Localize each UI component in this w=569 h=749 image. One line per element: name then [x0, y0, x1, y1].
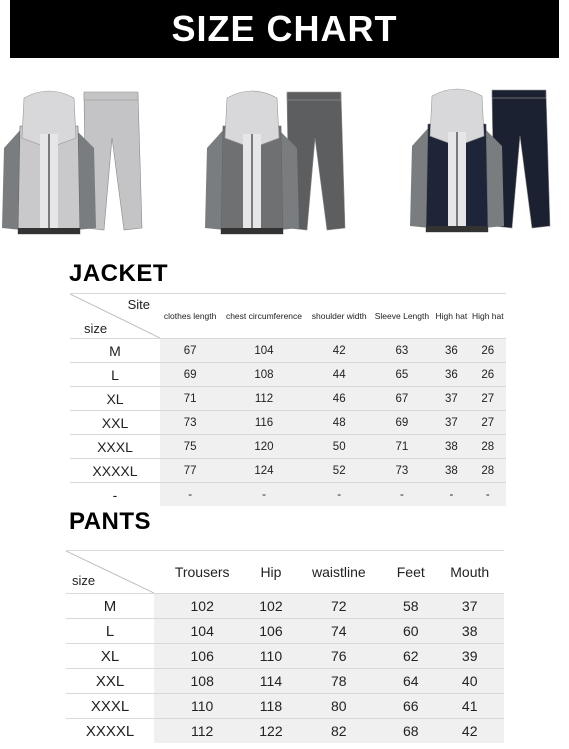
jacket-value-cell: 75 — [160, 435, 220, 459]
pants-value-cell: 112 — [154, 719, 250, 744]
pants-size-table — [66, 550, 504, 743]
jacket-value-cell: - — [308, 483, 371, 507]
jacket-col-header: chest circumference — [220, 294, 307, 339]
jacket-col-header: High hat — [470, 294, 506, 339]
pants-value-cell: 118 — [250, 694, 291, 719]
product-image-dark-gray — [205, 88, 355, 243]
jacket-col-header: shoulder width — [308, 294, 371, 339]
banner-title: SIZE CHART — [171, 8, 398, 49]
pants-value-cell: 72 — [292, 594, 387, 619]
jacket-corner-bottom-label: size — [84, 321, 108, 336]
gray-tracksuit-illustration — [2, 88, 152, 238]
jacket-value-cell: 38 — [433, 435, 469, 459]
jacket-size-cell: M — [70, 339, 160, 363]
pants-value-cell: 42 — [435, 719, 504, 744]
pants-corner-bottom-label: size — [72, 573, 96, 588]
jacket-value-cell: 36 — [433, 363, 469, 387]
jacket-value-cell: - — [220, 483, 307, 507]
jacket-section-title: JACKET — [69, 260, 169, 287]
pants-waistband — [287, 92, 341, 100]
jacket-table-row — [70, 411, 506, 435]
pants-col-header: Feet — [386, 551, 435, 594]
pants-table-row — [66, 594, 504, 619]
jacket-size-cell: XXXXL — [70, 459, 160, 483]
jacket-value-cell: 104 — [220, 339, 307, 363]
jacket-value-cell: 28 — [470, 435, 506, 459]
jacket-value-cell: 108 — [220, 363, 307, 387]
pants-col-header: Hip — [250, 551, 291, 594]
pants-value-cell: 110 — [250, 644, 291, 669]
pants-value-cell: 102 — [250, 594, 291, 619]
jacket-value-cell: 26 — [470, 339, 506, 363]
jacket-hem — [221, 228, 283, 234]
jacket-value-cell: 69 — [371, 411, 433, 435]
pants-table-row — [66, 644, 504, 669]
jacket-value-cell: 46 — [308, 387, 371, 411]
jacket-value-cell: - — [371, 483, 433, 507]
jacket-value-cell: 120 — [220, 435, 307, 459]
jacket-value-cell: 69 — [160, 363, 220, 387]
jacket-value-cell: 73 — [371, 459, 433, 483]
pants-size-cell: XL — [66, 644, 154, 669]
jacket-value-cell: 37 — [433, 411, 469, 435]
jacket-size-cell: XXL — [70, 411, 160, 435]
pants-value-cell: 62 — [386, 644, 435, 669]
jacket-corner-cell — [70, 294, 160, 339]
jacket-table-row — [70, 363, 506, 387]
pants-corner-cell — [66, 551, 154, 594]
pants-value-cell: 64 — [386, 669, 435, 694]
jacket-value-cell: - — [470, 483, 506, 507]
jacket-table-row — [70, 459, 506, 483]
jacket-col-header: Sleeve Length — [371, 294, 433, 339]
jacket-value-cell: 77 — [160, 459, 220, 483]
pants-value-cell: 114 — [250, 669, 291, 694]
pants-value-cell: 108 — [154, 669, 250, 694]
jacket-value-cell: 52 — [308, 459, 371, 483]
jacket-value-cell: 27 — [470, 387, 506, 411]
pants-value-cell: 122 — [250, 719, 291, 744]
pants-value-cell: 102 — [154, 594, 250, 619]
pants-value-cell: 37 — [435, 594, 504, 619]
jacket-table-row — [70, 435, 506, 459]
pants-size-cell: L — [66, 619, 154, 644]
jacket-value-cell: 112 — [220, 387, 307, 411]
pants-value-cell: 66 — [386, 694, 435, 719]
pants-waistband — [492, 90, 546, 98]
jacket-value-cell: 116 — [220, 411, 307, 435]
pants-col-header: Trousers — [154, 551, 250, 594]
pants-value-cell: 41 — [435, 694, 504, 719]
jacket-value-cell: 63 — [371, 339, 433, 363]
pants-size-cell: XXXL — [66, 694, 154, 719]
jacket-size-cell: L — [70, 363, 160, 387]
navy-tracksuit-illustration — [410, 86, 565, 246]
jacket-size-cell: - — [70, 483, 160, 507]
jacket-value-cell: 65 — [371, 363, 433, 387]
jacket-value-cell: 73 — [160, 411, 220, 435]
jacket-value-cell: 67 — [160, 339, 220, 363]
pants-value-cell: 58 — [386, 594, 435, 619]
pants-value-cell: 76 — [292, 644, 387, 669]
jacket-value-cell: 71 — [160, 387, 220, 411]
pants-size-cell: XXXXL — [66, 719, 154, 744]
product-image-navy — [410, 86, 565, 246]
jacket-table-row — [70, 387, 506, 411]
jacket-value-cell: 28 — [470, 459, 506, 483]
jacket-size-table — [70, 293, 506, 506]
jacket-table-row — [70, 339, 506, 363]
jacket-value-cell: 38 — [433, 459, 469, 483]
jacket-hem — [426, 226, 488, 232]
jacket-value-cell: 67 — [371, 387, 433, 411]
pants-col-header: Mouth — [435, 551, 504, 594]
pants-value-cell: 68 — [386, 719, 435, 744]
pants-value-cell: 40 — [435, 669, 504, 694]
pants-value-cell: 82 — [292, 719, 387, 744]
jacket-value-cell: 36 — [433, 339, 469, 363]
pants-table-row — [66, 694, 504, 719]
jacket-col-header: High hat — [433, 294, 469, 339]
pants-value-cell: 106 — [154, 644, 250, 669]
jacket-value-cell: 26 — [470, 363, 506, 387]
pants-waistband — [84, 92, 138, 100]
pants-size-cell: M — [66, 594, 154, 619]
pants-section-title: PANTS — [69, 508, 152, 535]
pants-table-row — [66, 669, 504, 694]
jacket-value-cell: 42 — [308, 339, 371, 363]
pants-value-cell: 74 — [292, 619, 387, 644]
jacket-value-cell: 50 — [308, 435, 371, 459]
pants-value-cell: 104 — [154, 619, 250, 644]
jacket-value-cell: - — [160, 483, 220, 507]
jacket-size-cell: XXXL — [70, 435, 160, 459]
jacket-value-cell: 44 — [308, 363, 371, 387]
jacket-value-cell: 48 — [308, 411, 371, 435]
pants-value-cell: 106 — [250, 619, 291, 644]
product-image-gray — [2, 88, 152, 238]
pants-table-row — [66, 719, 504, 744]
jacket-value-cell: 37 — [433, 387, 469, 411]
pants-value-cell: 78 — [292, 669, 387, 694]
pants-value-cell: 39 — [435, 644, 504, 669]
pants-size-cell: XXL — [66, 669, 154, 694]
pants-value-cell: 110 — [154, 694, 250, 719]
pants-value-cell: 38 — [435, 619, 504, 644]
jacket-value-cell: 27 — [470, 411, 506, 435]
pants-col-header: waistline — [292, 551, 387, 594]
jacket-table-row — [70, 483, 506, 507]
jacket-hem — [18, 228, 80, 234]
jacket-value-cell: 124 — [220, 459, 307, 483]
jacket-size-cell: XL — [70, 387, 160, 411]
pants-value-cell: 60 — [386, 619, 435, 644]
jacket-value-cell: - — [433, 483, 469, 507]
jacket-corner-top-label: Site — [127, 297, 150, 312]
dark-gray-tracksuit-illustration — [205, 88, 355, 243]
pants-value-cell: 80 — [292, 694, 387, 719]
jacket-col-header: clothes length — [160, 294, 220, 339]
size-chart-banner — [10, 0, 559, 58]
pants-table-row — [66, 619, 504, 644]
jacket-value-cell: 71 — [371, 435, 433, 459]
